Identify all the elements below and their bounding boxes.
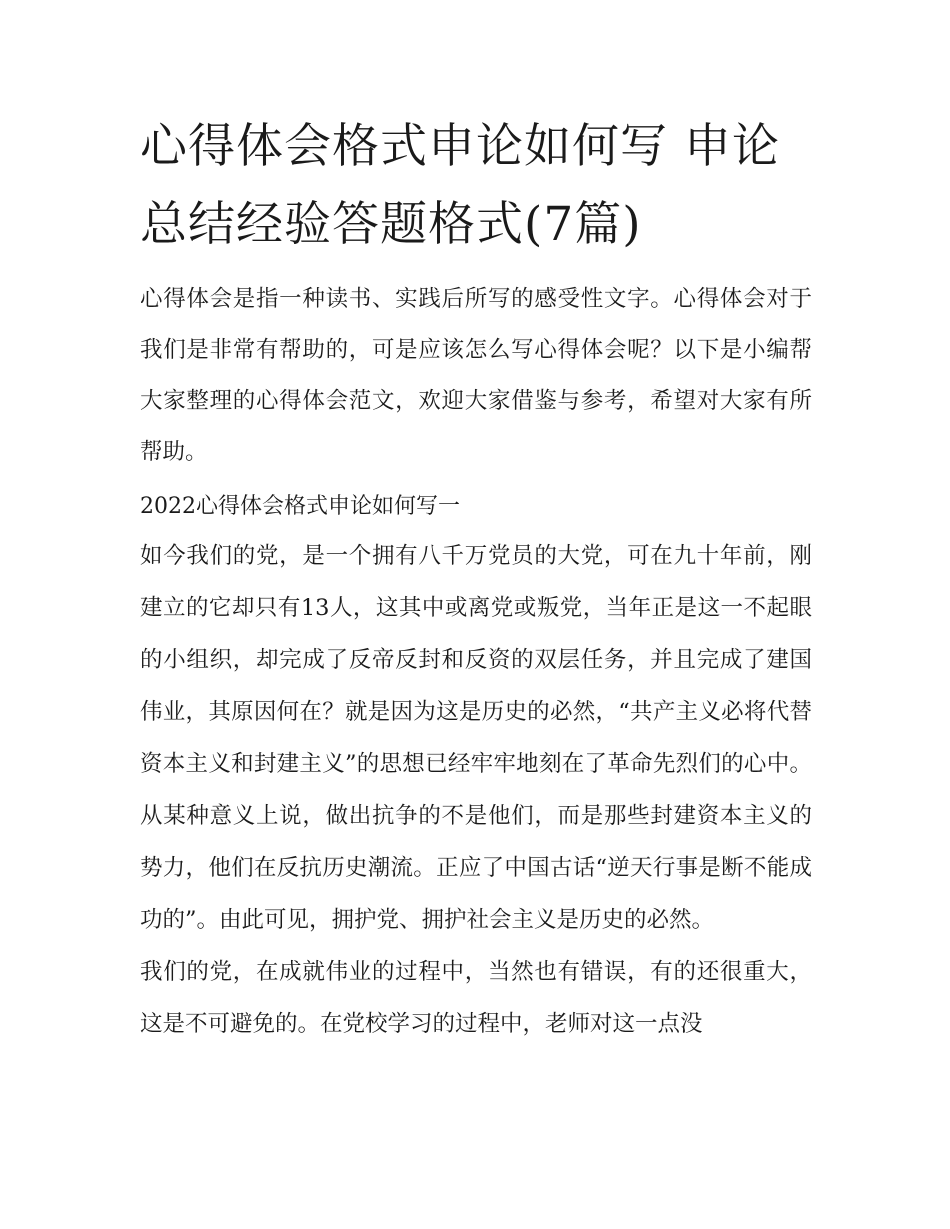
body-paragraph-2: 我们的党，在成就伟业的过程中，当然也有错误，有的还很重大，这是不可避免的。在党校学习的过程中，老师对这一点没	[140, 959, 812, 1037]
section-heading: 2022心得体会格式申论如何写一	[140, 494, 460, 519]
intro-paragraph: 心得体会是指一种读书、实践后所写的感受性文字。心得体会对于我们是非常有帮助的，可是应该怎么写心得体会呢？以下是小编帮大家整理的心得体会范文，欢迎大家借鉴与参考，希望对大家有所帮助。	[140, 286, 812, 465]
body-paragraph-1: 如今我们的党，是一个拥有八千万党员的大党，可在九十年前，刚建立的它却只有13人，这其中或离党或叛党，当年正是这一不起眼的小组织，却完成了反帝反封和反资的双层任务，并且完成了建国伟业，其原因何在？就是因为这是历史的必然，“共产主义必将代替资本主义和封建主义”的思想已经牢牢地刻在了革命先烈们的心中。从某种意义上说，做出抗争的不是他们，而是那些封建资本主义的势力，他们在反抗历史潮流。正应了中国古话“逆天行事是断不能成功的”。由此可见，拥护党、拥护社会主义是历史的必然。	[140, 543, 812, 933]
document-title: 心得体会格式申论如何写 申论总结经验答题格式(7篇)	[140, 119, 780, 252]
document-body	[140, 108, 812, 1050]
